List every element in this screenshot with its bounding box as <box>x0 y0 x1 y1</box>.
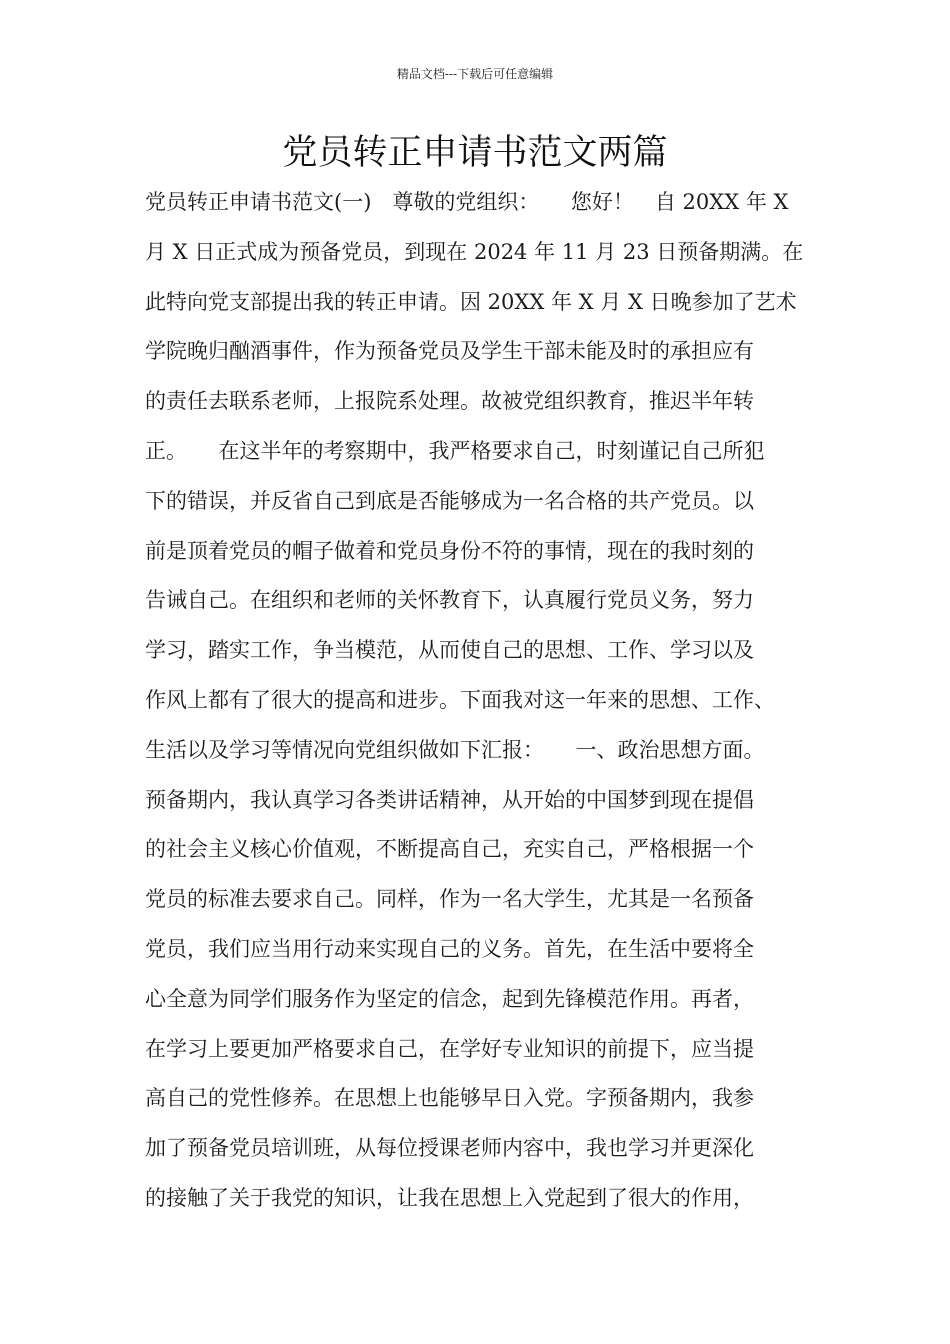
body-line: 党员的标准去要求自己。同样，作为一名大学生，尤其是一名预备 <box>145 887 754 912</box>
body-line: 前是顶着党员的帽子做着和党员身份不符的事情，现在的我时刻的 <box>145 538 754 563</box>
body-line: 的责任去联系老师，上报院系处理。故被党组织教育，推迟半年转 <box>145 389 754 414</box>
body-line: 学院晚归酗酒事件，作为预备党员及学生干部未能及时的承担应有 <box>145 339 754 364</box>
body-line: 此特向党支部提出我的转正申请。因 20XX 年 X 月 X 日晚参加了艺术 <box>145 289 797 314</box>
body-line: 在学习上要更加严格要求自己，在学好专业知识的前提下，应当提 <box>145 1036 754 1061</box>
body-line: 的接触了关于我党的知识，让我在思想上入党起到了很大的作用， <box>145 1185 754 1210</box>
body-line: 学习，踏实工作，争当模范，从而使自己的思想、工作、学习以及 <box>145 638 754 663</box>
body-line: 作风上都有了很大的提高和进步。下面我对这一年来的思想、工作、 <box>145 687 775 712</box>
body-line: 高自己的党性修养。在思想上也能够早日入党。字预备期内，我参 <box>145 1086 754 1111</box>
body-line: 预备期内，我认真学习各类讲话精神，从开始的中国梦到现在提倡 <box>145 787 754 812</box>
body-line: 党员，我们应当用行动来实现自己的义务。首先，在生活中要将全 <box>145 936 754 961</box>
body-line: 下的错误，并反省自己到底是否能够成为一名合格的共产党员。以 <box>145 488 754 513</box>
body-line: 加了预备党员培训班，从每位授课老师内容中，我也学习并更深化 <box>145 1136 754 1161</box>
body-line: 告诫自己。在组织和老师的关怀教育下，认真履行党员义务，努力 <box>145 588 754 613</box>
body-line: 生活以及学习等情况向党组织做如下汇报： 一、政治思想方面。 <box>145 737 765 762</box>
body-line: 党员转正申请书范文(一) 尊敬的党组织： 您好！ 自 20XX 年 X <box>145 190 789 214</box>
document-title: 党员转正申请书范文两篇 <box>282 133 668 173</box>
page-header-note: 精品文档---下载后可任意编辑 <box>396 67 554 81</box>
body-line: 正。 在这半年的考察期中，我严格要求自己，时刻谨记自己所犯 <box>145 438 765 463</box>
body-line: 月 X 日正式成为预备党员，到现在 2024 年 11 月 23 日预备期满。在 <box>145 239 804 264</box>
body-line: 的社会主义核心价值观，不断提高自己，充实自己，严格根据一个 <box>145 837 754 862</box>
document-body <box>145 178 825 1224</box>
body-line: 心全意为同学们服务作为坚定的信念，起到先锋模范作用。再者， <box>145 986 754 1011</box>
